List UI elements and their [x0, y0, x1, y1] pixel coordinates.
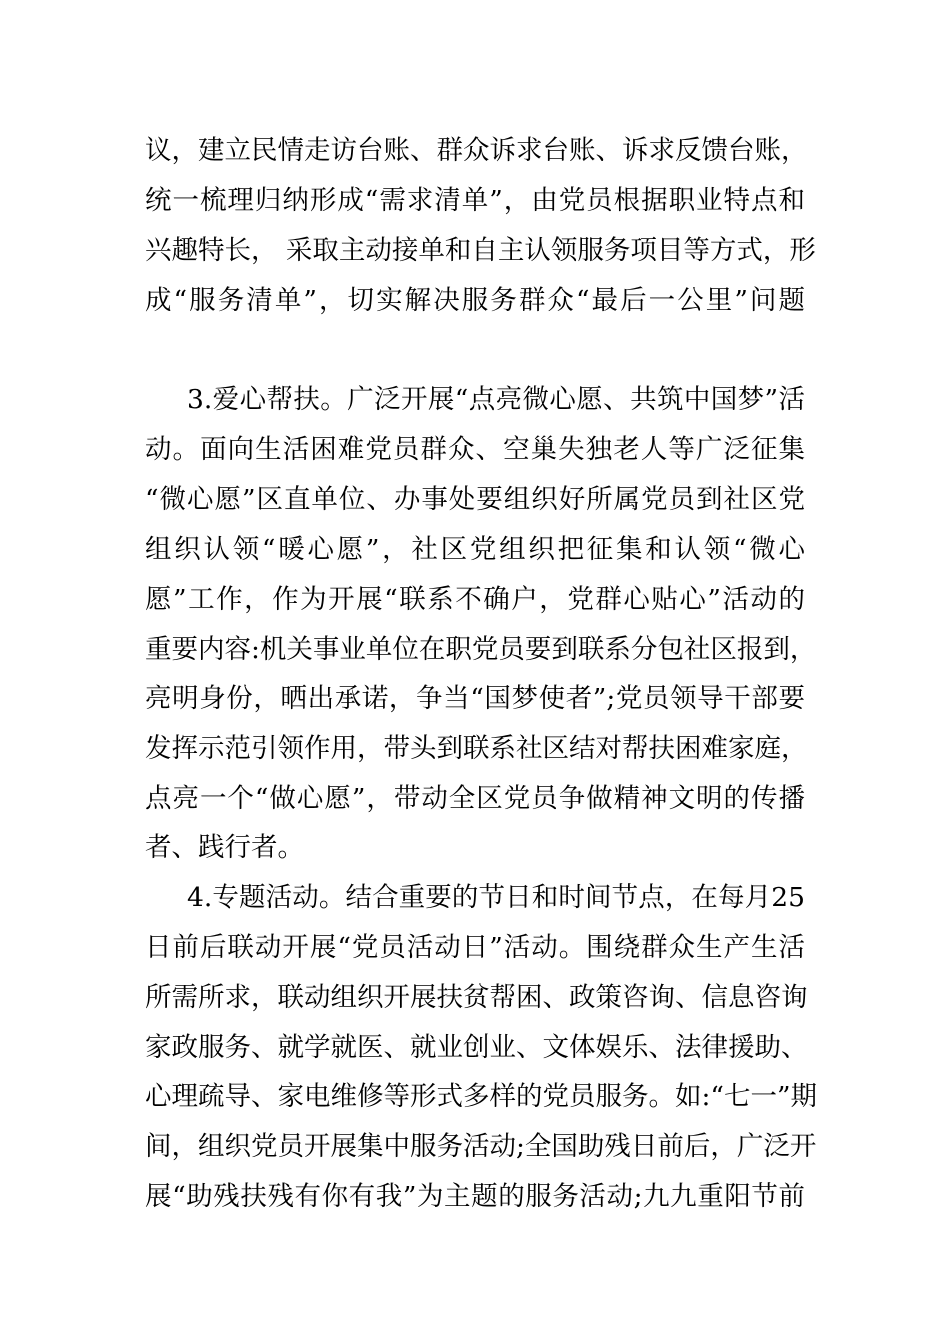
paragraph-line: 组织认领“暖心愿”，社区党组织把征集和认领“微心: [145, 534, 805, 565]
paragraph-line: 间，组织党员开展集中服务活动;全国助残日前后，广泛开: [145, 1131, 817, 1162]
paragraph-line: 亮明身份，晒出承诺，争当“国梦使者”;党员领导干部要: [145, 683, 805, 714]
paragraph-line: 统一梳理归纳形成“需求清单”，由党员根据职业特点和: [145, 185, 805, 216]
paragraph-line: 点亮一个“做心愿”，带动全区党员争做精神文明的传播: [145, 783, 805, 814]
paragraph-line: 成“服务清单”，切实解决服务群众“最后一公里”问题: [145, 285, 805, 316]
paragraph-line: 重要内容:机关事业单位在职党员要到联系分包社区报到，: [145, 634, 817, 665]
paragraph-line: 3.爱心帮扶。广泛开展“点亮微心愿、共筑中国梦”活: [187, 384, 805, 415]
paragraph-line: 家政服务、就学就医、就业创业、文体娱乐、法律援助、: [145, 1032, 808, 1063]
paragraph-line: 展“助残扶残有你有我”为主题的服务活动;九九重阳节前: [145, 1181, 805, 1212]
paragraph-line: 动。面向生活困难党员群众、空巢失独老人等广泛征集: [145, 434, 805, 465]
paragraph-line: “微心愿”区直单位、办事处要组织好所属党员到社区党: [145, 484, 805, 515]
paragraph-line: 发挥示范引领作用，带头到联系社区结对帮扶困难家庭，: [145, 733, 808, 764]
paragraph-line: 兴趣特长， 采取主动接单和自主认领服务项目等方式，形: [145, 235, 816, 266]
paragraph-line: 日前后联动开展“党员活动日”活动。围绕群众生产生活: [145, 932, 805, 963]
paragraph-line: 愿”工作，作为开展“联系不确户，党群心贴心”活动的: [145, 584, 805, 615]
paragraph-line: 者、践行者。: [145, 832, 304, 863]
paragraph-line: 所需所求，联动组织开展扶贫帮困、政策咨询、信息咨询: [145, 982, 808, 1013]
paragraph-line: 议，建立民情走访台账、群众诉求台账、诉求反馈台账，: [145, 135, 808, 166]
paragraph-line: 心理疏导、家电维修等形式多样的党员服务。如:“七一”期: [145, 1081, 818, 1112]
paragraph-line: 4.专题活动。结合重要的节日和时间节点，在每月25: [187, 882, 805, 913]
